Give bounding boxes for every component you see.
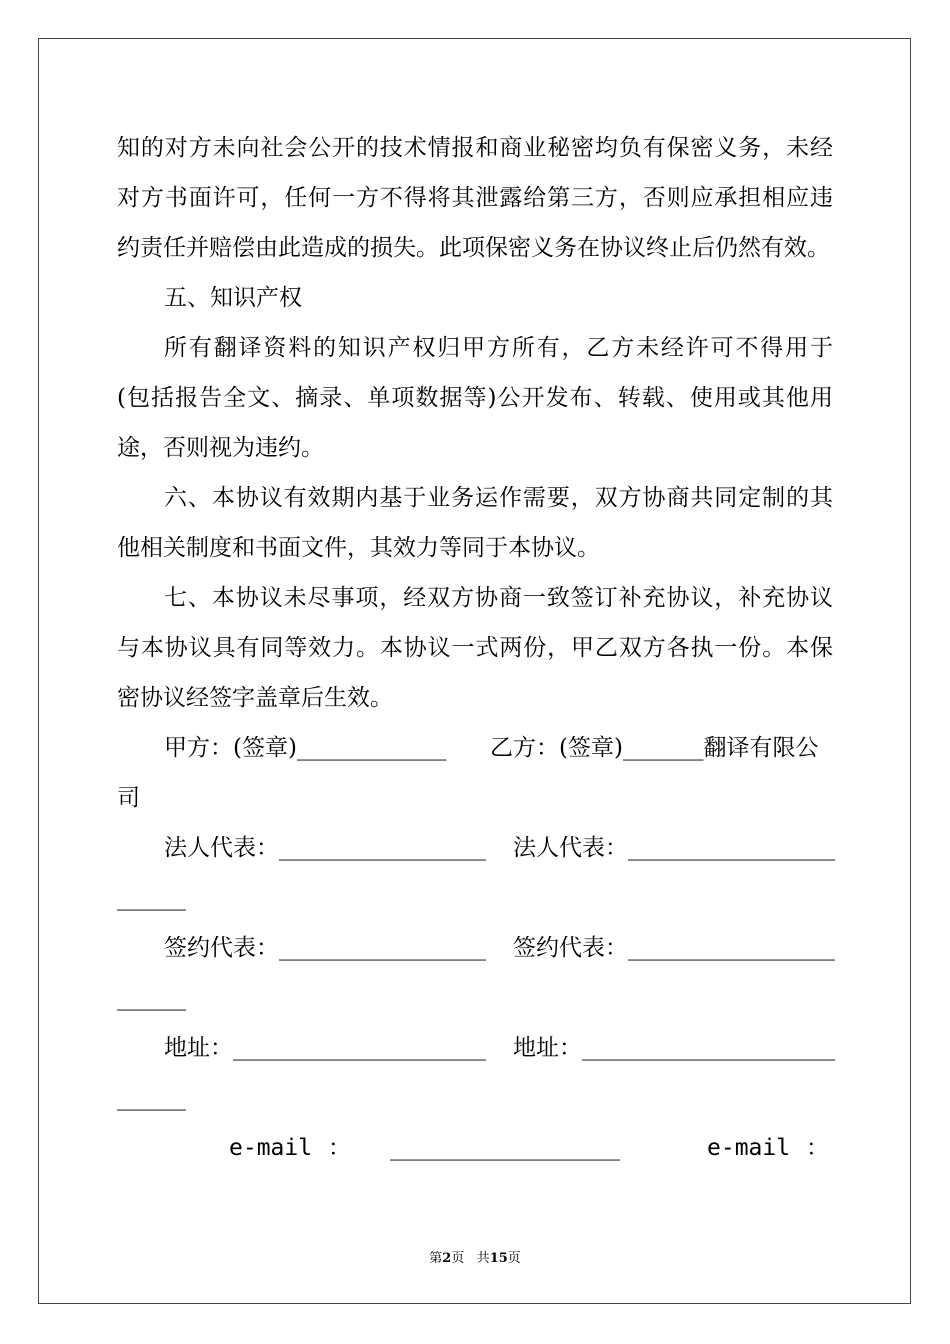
paragraph-line: (包括报告全文、摘录、单项数据等)公开发布、转载、使用或其他用 xyxy=(117,385,833,411)
party-b-seal-field: 乙方：(签章)_______翻译有限公 xyxy=(490,735,819,761)
party-a-address-field: 地址：______________________ xyxy=(164,1035,486,1061)
paragraph-line: 六、本协议有效期内基于业务运作需要，双方协商共同定制的其 xyxy=(164,485,833,511)
party-b-signing-rep-field: 签约代表：__________________ xyxy=(513,935,835,961)
legal-rep-line-wrap: ______ xyxy=(117,885,186,911)
party-b-address-field: 地址：______________________ xyxy=(513,1035,835,1061)
paragraph-line: 密协议经签字盖章后生效。 xyxy=(117,685,393,711)
party-b-email-label: e-mail xyxy=(707,1135,791,1161)
paragraph-line: 他相关制度和书面文件，其效力等同于本协议。 xyxy=(117,535,600,561)
paragraph-line: 约责任并赔偿由此造成的损失。此项保密义务在协议终止后仍然有效。 xyxy=(117,235,830,261)
page-prefix: 第 xyxy=(429,1251,443,1266)
total-pages: 15 xyxy=(489,1251,508,1266)
party-a-seal-field: 甲方：(签章)_____________ xyxy=(164,735,447,761)
paragraph-line: 七、本协议未尽事项，经双方协商一致签订补充协议，补充协议 xyxy=(164,585,833,611)
party-a-email-colon: ： xyxy=(328,1135,351,1161)
page-border xyxy=(38,38,911,1304)
party-a-legal-rep-field: 法人代表：__________________ xyxy=(164,835,486,861)
paragraph-line: 对方书面许可，任何一方不得将其泄露给第三方，否则应承担相应违 xyxy=(117,185,833,211)
paragraph-line: 知的对方未向社会公开的技术情报和商业秘密均负有保密义务，未经 xyxy=(117,135,833,161)
signing-rep-line-wrap: ______ xyxy=(117,985,186,1011)
total-suffix: 页 xyxy=(507,1251,521,1266)
party-b-legal-rep-field: 法人代表：__________________ xyxy=(513,835,835,861)
page-number: 2 xyxy=(442,1251,452,1266)
party-a-email-line: ____________________ xyxy=(390,1135,620,1161)
address-line-wrap: ______ xyxy=(117,1085,186,1111)
page-suffix: 页 xyxy=(451,1251,465,1266)
party-a-signing-rep-field: 签约代表：__________________ xyxy=(164,935,486,961)
total-prefix: 共 xyxy=(476,1251,490,1266)
party-b-seal-wrap: 司 xyxy=(117,785,140,811)
page-footer xyxy=(0,1247,950,1266)
party-a-email-label: e-mail xyxy=(229,1135,313,1161)
section-heading: 五、知识产权 xyxy=(164,285,302,311)
paragraph-line: 所有翻译资料的知识产权归甲方所有，乙方未经许可不得用于 xyxy=(164,335,833,361)
party-b-email-colon: ： xyxy=(806,1135,829,1161)
paragraph-line: 与本协议具有同等效力。本协议一式两份，甲乙双方各执一份。本保 xyxy=(117,635,833,661)
paragraph-line: 途，否则视为违约。 xyxy=(117,435,324,461)
